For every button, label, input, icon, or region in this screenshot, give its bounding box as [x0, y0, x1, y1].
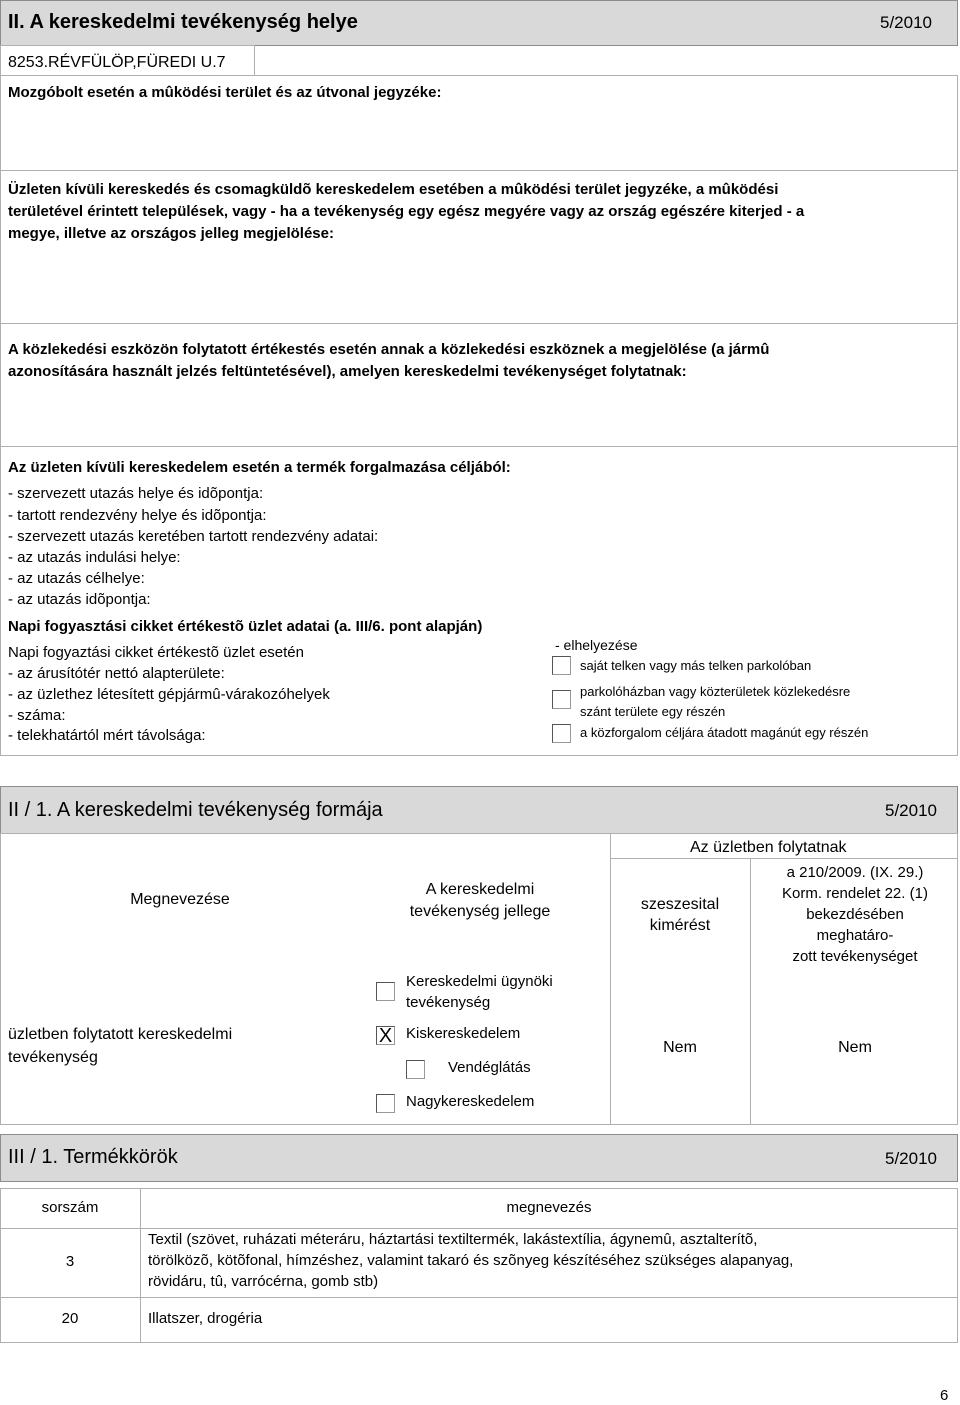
parking-garage-checkbox[interactable]: [552, 690, 571, 709]
row-name: üzletben folytatott kereskedelmi: [8, 1026, 233, 1043]
vehicle-heading-2: azonosítására használt jelzés feltüntetésével), amelyen kereskedelmi tevékenységet folytatnak:: [8, 363, 687, 380]
page-number: 6: [940, 1387, 949, 1404]
napi-heading: Napi fogyasztási cikket értékestõ üzlet adatai (a. III/6. pont alapján): [8, 618, 483, 635]
product-name: törölközõ, kötõfonal, hímzéshez, valamint takaró és szõnyeg készítéséhez szükséges alapanyag,: [148, 1252, 794, 1269]
section-2-1-code: 5/2010: [885, 801, 937, 820]
address: 8253.RÉVFÜLÖP,FÜREDI U.7: [8, 54, 226, 71]
activity-type-label: Vendéglátás: [448, 1059, 531, 1076]
product-no: 3: [65, 1253, 75, 1270]
product-name-header: megnevezés: [506, 1199, 592, 1216]
parking-option-label: saját telken vagy más telken parkolóban: [580, 658, 812, 673]
regulated-column-header: bekezdésében: [806, 906, 904, 923]
promo-item: - az utazás indulási helye:: [8, 549, 181, 566]
vehicle-heading-1: A közlekedési eszközön folytatott értékestés esetén annak a közlekedési eszköznek a megjelölése (a jármû: [8, 341, 770, 358]
retail-checkbox[interactable]: [376, 1026, 395, 1045]
parking-private-road-checkbox[interactable]: [552, 724, 571, 743]
activity-type-label: Kiskereskedelem: [406, 1025, 521, 1042]
alcohol-value: Nem: [663, 1039, 697, 1056]
product-name: Textil (szövet, ruházati méteráru, háztartási textiltermék, lakástextília, ágynemû, asztalterítõ,: [148, 1231, 758, 1248]
store-activity-header: Az üzletben folytatnak: [690, 839, 847, 856]
promo-item: - az utazás idõpontja:: [8, 591, 151, 608]
promo-item: - szervezett utazás keretében tartott rendezvény adatai:: [8, 528, 379, 545]
activity-type-label: Nagykereskedelem: [406, 1093, 535, 1110]
name-column-header: Megnevezése: [130, 891, 230, 908]
parking-option-label: szánt területe egy részén: [580, 704, 726, 719]
regulated-column-header: a 210/2009. (IX. 29.): [786, 864, 924, 881]
parking-option-label: a közforgalom céljára átadott magánút egy részén: [580, 725, 869, 740]
promo-item: - az utazás célhelye:: [8, 570, 145, 587]
mobile-heading: Mozgóbolt esetén a mûködési terület és az útvonal jegyzéke:: [8, 84, 442, 101]
section-3-1-code: 5/2010: [885, 1149, 937, 1168]
napi-item: - száma:: [8, 707, 66, 724]
section-2-code: 5/2010: [880, 13, 932, 32]
napi-item: - az üzlethez létesített gépjármû-várakozóhelyek: [8, 686, 330, 703]
alcohol-column-header: kimérést: [649, 917, 711, 934]
product-no: 20: [61, 1310, 79, 1327]
promo-item: - tartott rendezvény helye és idõpontja:: [8, 507, 267, 524]
activity-type-label: Kereskedelmi ügynöki: [406, 973, 553, 990]
promo-item: - szervezett utazás helye és idõpontja:: [8, 485, 264, 502]
outside-store-heading-1: Üzleten kívüli kereskedés és csomagküldõ kereskedelem esetében a mûködési terület jegyzéke, a mûködési: [8, 181, 779, 198]
agent-activity-checkbox[interactable]: [376, 982, 395, 1001]
outside-store-heading-3: megye, illetve az országos jelleg megjelölése:: [8, 225, 334, 242]
napi-item: - telekhatártól mért távolsága:: [8, 727, 206, 744]
section-3-1-title: III / 1. Termékkörök: [8, 1146, 178, 1168]
type-column-header: A kereskedelmi: [425, 881, 535, 898]
napi-item: - az árusítótér nettó alapterülete:: [8, 665, 225, 682]
parking-option-label: parkolóházban vagy közterületek közlekedésre: [580, 684, 851, 699]
napi-item: Napi fogyaztási cikket értékestõ üzlet esetén: [8, 644, 304, 661]
parking-own-lot-checkbox[interactable]: [552, 656, 571, 675]
product-name: Illatszer, drogéria: [148, 1310, 263, 1327]
catering-checkbox[interactable]: [406, 1060, 425, 1079]
section-2-1-title: II / 1. A kereskedelmi tevékenység formája: [8, 799, 383, 821]
activity-type-label: tevékenység: [406, 994, 491, 1011]
row-name: tevékenység: [8, 1049, 98, 1066]
product-name: rövidáru, tû, varrócérna, gomb stb): [148, 1273, 379, 1290]
type-column-header: tevékenység jellege: [409, 903, 551, 920]
alcohol-column-header: szeszesital: [640, 896, 720, 913]
wholesale-checkbox[interactable]: [376, 1094, 395, 1113]
promo-heading: Az üzleten kívüli kereskedelem esetén a termék forgalmazása céljából:: [8, 459, 511, 476]
outside-store-heading-2: területével érintett települések, vagy - ha a tevékenység egy egész megyére vagy az ország egészére kiterjed - a: [8, 203, 805, 220]
parking-label: - elhelyezése: [555, 637, 638, 653]
regulated-column-header: zott tevékenységet: [792, 948, 918, 965]
regulated-column-header: meghatáro-: [816, 927, 894, 944]
regulated-column-header: Korm. rendelet 22. (1): [782, 885, 928, 902]
checkbox-mark: X: [378, 1025, 393, 1047]
section-2-title: II. A kereskedelmi tevékenység helye: [8, 11, 358, 33]
regulated-value: Nem: [838, 1039, 872, 1056]
product-no-header: sorszám: [41, 1199, 99, 1216]
